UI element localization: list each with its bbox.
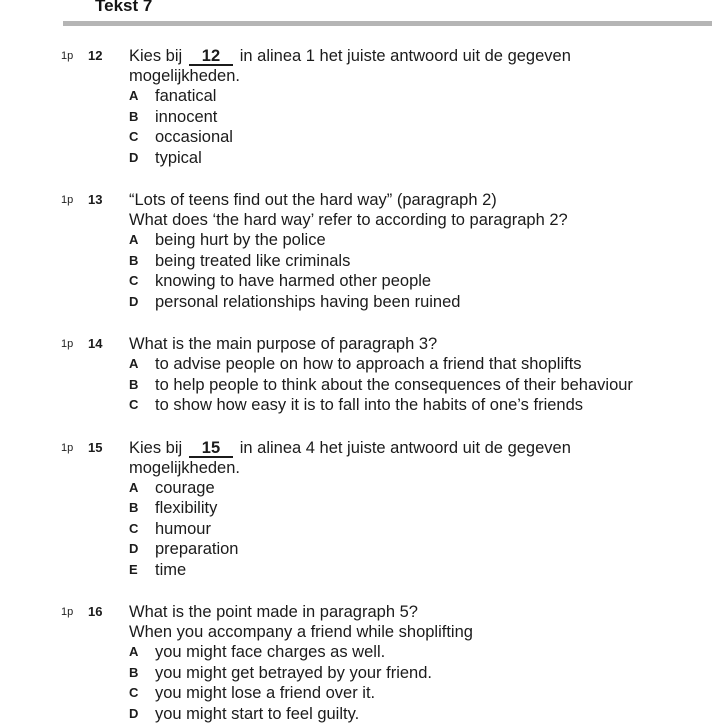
stem-text: Kies bij [129, 439, 187, 457]
answer-option [129, 354, 716, 375]
question-content [129, 46, 716, 168]
option-text: innocent [155, 107, 716, 128]
option-text: occasional [155, 127, 716, 148]
answer-option [129, 498, 716, 519]
option-letter: B [129, 663, 155, 684]
gap-blank [189, 441, 233, 458]
answer-option [129, 395, 716, 416]
answer-option [129, 642, 716, 663]
option-text: humour [155, 519, 716, 540]
question-stem-line [129, 438, 716, 458]
stem-text: What is the main purpose of paragraph 3? [129, 335, 437, 353]
answer-option [129, 148, 716, 169]
option-letter: C [129, 683, 155, 704]
question-stem-line [129, 66, 716, 86]
answer-option [129, 230, 716, 251]
question-points: 1p [61, 438, 88, 581]
option-letter: B [129, 375, 155, 396]
stem-text: When you accompany a friend while shoplifting [129, 623, 473, 641]
answer-option [129, 375, 716, 396]
option-letter: A [129, 478, 155, 499]
answer-option [129, 107, 716, 128]
answer-option [129, 683, 716, 704]
question-block [0, 334, 716, 416]
answer-option [129, 292, 716, 313]
option-letter: E [129, 560, 155, 581]
option-letter: B [129, 251, 155, 272]
option-letter: C [129, 519, 155, 540]
question-content [129, 190, 716, 312]
question-block [0, 46, 716, 168]
answer-option [129, 704, 716, 724]
option-letter: C [129, 271, 155, 292]
option-letter: A [129, 230, 155, 251]
answer-option [129, 271, 716, 292]
question-number: 13 [88, 190, 129, 312]
option-text: knowing to have harmed other people [155, 271, 716, 292]
gap-number: 15 [202, 439, 220, 457]
option-text: you might get betrayed by your friend. [155, 663, 716, 684]
question-content [129, 438, 716, 581]
option-text: time [155, 560, 716, 581]
option-letter: B [129, 498, 155, 519]
gap-blank [189, 49, 233, 66]
answer-option [129, 539, 716, 560]
option-text: fanatical [155, 86, 716, 107]
option-text: being hurt by the police [155, 230, 716, 251]
option-text: preparation [155, 539, 716, 560]
stem-text: in alinea 1 het juiste antwoord uit de gegeven [235, 47, 571, 65]
question-stem-line [129, 602, 716, 622]
stem-text: mogelijkheden. [129, 67, 240, 85]
option-text: being treated like criminals [155, 251, 716, 272]
question-points: 1p [61, 602, 88, 724]
option-letter: A [129, 86, 155, 107]
option-letter: D [129, 292, 155, 313]
option-text: to show how easy it is to fall into the habits of one’s friends [155, 395, 716, 416]
answer-option [129, 251, 716, 272]
question-content [129, 334, 716, 416]
answer-option [129, 519, 716, 540]
question-stem-line [129, 46, 716, 66]
option-letter: A [129, 642, 155, 663]
answer-option [129, 127, 716, 148]
stem-text: Kies bij [129, 47, 187, 65]
question-points: 1p [61, 190, 88, 312]
question-number: 16 [88, 602, 129, 724]
option-text: typical [155, 148, 716, 169]
question-stem-line [129, 190, 716, 210]
option-letter: C [129, 127, 155, 148]
answer-option [129, 478, 716, 499]
answer-option [129, 560, 716, 581]
stem-text: in alinea 4 het juiste antwoord uit de gegeven [235, 439, 571, 457]
question-content [129, 602, 716, 724]
option-letter: D [129, 539, 155, 560]
page-title: Tekst 7 [95, 0, 152, 16]
option-letter: A [129, 354, 155, 375]
stem-text: What does ‘the hard way’ refer to according to paragraph 2? [129, 211, 568, 229]
option-text: flexibility [155, 498, 716, 519]
question-block [0, 438, 716, 581]
question-block [0, 190, 716, 312]
question-list [0, 46, 716, 724]
question-number: 15 [88, 438, 129, 581]
question-number: 12 [88, 46, 129, 168]
question-stem-line [129, 210, 716, 230]
stem-text: What is the point made in paragraph 5? [129, 603, 418, 621]
gap-number: 12 [202, 47, 220, 65]
option-text: you might start to feel guilty. [155, 704, 716, 724]
question-stem-line [129, 622, 716, 642]
question-stem-line [129, 458, 716, 478]
option-text: to help people to think about the consequences of their behaviour [155, 375, 716, 396]
option-text: to advise people on how to approach a friend that shoplifts [155, 354, 716, 375]
question-stem-line [129, 334, 716, 354]
answer-option [129, 663, 716, 684]
question-points: 1p [61, 334, 88, 416]
header-rule [63, 21, 712, 26]
option-letter: D [129, 148, 155, 169]
stem-text: mogelijkheden. [129, 459, 240, 477]
question-points: 1p [61, 46, 88, 168]
option-text: you might lose a friend over it. [155, 683, 716, 704]
question-number: 14 [88, 334, 129, 416]
stem-text: “Lots of teens find out the hard way” (paragraph 2) [129, 191, 497, 209]
option-letter: C [129, 395, 155, 416]
option-text: courage [155, 478, 716, 499]
question-block [0, 602, 716, 724]
option-text: you might face charges as well. [155, 642, 716, 663]
answer-option [129, 86, 716, 107]
option-text: personal relationships having been ruined [155, 292, 716, 313]
option-letter: B [129, 107, 155, 128]
option-letter: D [129, 704, 155, 724]
